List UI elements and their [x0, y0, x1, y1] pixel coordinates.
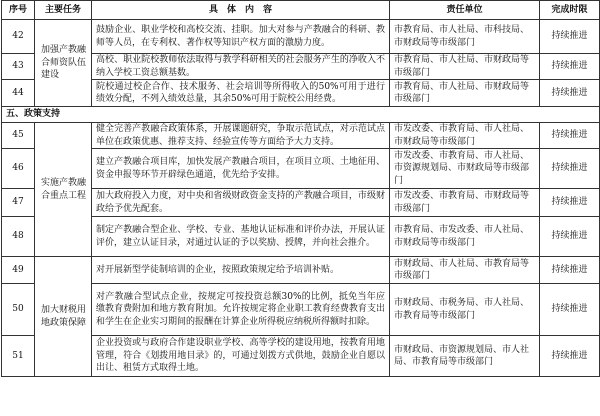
row-content: 鼓励企业、职业学校和高校交流、挂职。加大对参与产教融合的科研、教师等人员，在专利权、著作权等知识产权方面的激励力度。 [92, 20, 390, 54]
header-row [2, 1, 600, 20]
row-content: 加大政府投入力度，对中央和省级财政资金支持的产教融合项目，市级财政给予优先配套。 [92, 189, 390, 217]
row-index: 43 [2, 54, 35, 80]
row-index: 51 [2, 336, 35, 377]
table-row [2, 123, 600, 149]
row-content: 对产教融合型试点企业，按规定可按投资总额30%的比例，抵免当年应缴教育费附加和地方教育附加。允许按规定将企业职工教育经费教育支出和学生在企业实习期间的报酬在计算企业所得税应纳税所得额时扣除。 [92, 284, 390, 336]
row-index: 49 [2, 257, 35, 284]
row-index: 46 [2, 149, 35, 189]
row-deadline: 持续推进 [540, 189, 600, 217]
row-deadline: 持续推进 [540, 20, 600, 54]
task-table [1, 0, 600, 377]
row-index: 48 [2, 217, 35, 257]
table-row [2, 54, 600, 80]
row-deadline: 持续推进 [540, 149, 600, 189]
table-row [2, 20, 600, 54]
table-row [2, 80, 600, 107]
header-unit: 责任单位 [390, 1, 540, 20]
task-cell: 加大财税用地政策保障 [35, 257, 92, 377]
row-unit: 市教育局、市人社局、市财政局等市级部门 [390, 80, 540, 107]
row-deadline: 持续推进 [540, 284, 600, 336]
row-content: 企业投资或与政府合作建设职业学校、高等学校的建设用地，按教育用地管理，符合《划拨用地目录》的，可通过划拨方式供地，鼓励企业自愿以出让、租赁方式取得土地。 [92, 336, 390, 377]
task-cell: 实施产教融合重点工程 [35, 123, 92, 257]
row-unit: 市发改委、市教育局、市人社局、市财政局等市级部门 [390, 123, 540, 149]
row-index: 42 [2, 20, 35, 54]
header-deadline: 完成时限 [540, 1, 600, 20]
table-row [2, 217, 600, 257]
task-cell: 加强产教融合师资队伍建设 [35, 20, 92, 107]
row-deadline: 持续推进 [540, 217, 600, 257]
row-deadline: 持续推进 [540, 257, 600, 284]
row-deadline: 持续推进 [540, 80, 600, 107]
table-row [2, 284, 600, 336]
row-unit: 市教育局、市人社局、市科技局、市财政局等市级部门 [390, 20, 540, 54]
row-content: 建立产教融合项目库，加快发展产教融合项目，在项目立项、土地征用、资金申报等环节开辟绿色通道，优先给予安排。 [92, 149, 390, 189]
section-row [2, 107, 600, 123]
row-unit: 市发改委、市教育局、市财政局等市级部门 [390, 189, 540, 217]
row-index: 45 [2, 123, 35, 149]
row-content: 对开展新型学徒制培训的企业，按照政策规定给予培训补贴。 [92, 257, 390, 284]
section-heading: 五、政策支持 [2, 107, 600, 123]
row-content: 高校、职业院校教师依法取得与教学科研相关的社会服务产生的净收入不纳入学校工资总额基数。 [92, 54, 390, 80]
row-unit: 市教育局、市人社局、市财政局等市级部门 [390, 54, 540, 80]
row-unit: 市财政局、市人社局、市教育局等市级部门 [390, 257, 540, 284]
row-unit: 市财政局、市资源规划局、市人社局、市教育局等市级部门 [390, 336, 540, 377]
row-unit: 市教育局、市发改委、市人社局、市财政局等市级部门 [390, 217, 540, 257]
row-deadline: 持续推进 [540, 123, 600, 149]
row-unit: 市财政局、市税务局、市人社局、市教育局等市级部门 [390, 284, 540, 336]
table-row [2, 189, 600, 217]
row-index: 50 [2, 284, 35, 336]
table-row [2, 149, 600, 189]
row-deadline: 持续推进 [540, 336, 600, 377]
row-content: 制定产教融合型企业、学校、专业、基地认证标准和评价办法，开展认证评价，建立认证目录，对通过认证的予以奖励、授牌，并向社会推介。 [92, 217, 390, 257]
table-row [2, 257, 600, 284]
row-content: 院校通过校企合作、技术服务、社会培训等所得收入的50%可用于进行绩效分配，不列入绩效总量，其余50%可用于院校公用经费。 [92, 80, 390, 107]
table-row [2, 336, 600, 377]
row-unit: 市发改委、市教育局、市人社局、市资源规划局、市财政局等市级部门 [390, 149, 540, 189]
row-index: 47 [2, 189, 35, 217]
header-content: 具 体 内 容 [92, 1, 390, 20]
row-index: 44 [2, 80, 35, 107]
header-index: 序号 [2, 1, 35, 20]
row-deadline: 持续推进 [540, 54, 600, 80]
row-content: 健全完善产教融合政策体系，开展课题研究，争取示范试点，对示范试点单位在政策优惠、推荐支持、经验宣传等方面给予大力支持。 [92, 123, 390, 149]
header-task: 主要任务 [35, 1, 92, 20]
